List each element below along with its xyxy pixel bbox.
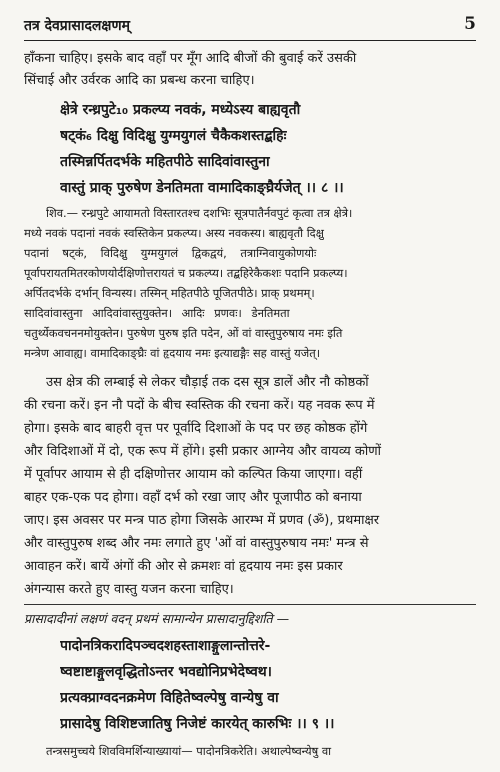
verse8-line: क्षेत्रे रन्ध्रपुटे₁₀ प्रकल्प्य नवकं, मध्येऽस्य बाह्यवृतौ	[60, 102, 301, 118]
commentary-line: तन्त्रसमुच्चये शिवविमर्शिन्याख्यायां— पादोनत्रिकरेति। अथाल्पेष्वन्येषु वा	[46, 744, 332, 758]
para2-line: बाहर एक-एक पद होगा। वहाँ दर्भ को रखा जाए और पूजापीठ को बनाया	[24, 490, 362, 505]
verse9-line: प्रत्यक्प्राग्वदनक्रमेण विहितेष्वल्पेषु वान्येषु वा	[60, 690, 279, 706]
commentary-line: पूर्वापरायतमितरकोणयोर्दक्षिणोत्तरायतं च प्रकल्प्य। तद्बहिरेकैकशः पदानि प्रकल्प्य।	[24, 266, 348, 280]
verse9-line: पादोनत्रिकरादिपञ्चदशहस्ताशाङ्गुलान्तोत्तरे-	[60, 638, 271, 654]
verse8-line: तस्मिन्नर्पितदर्भके महितपीठे सादिवांवास्तुना	[60, 154, 270, 170]
para1-line: हाँकना चाहिए। इसके बाद वहाँ पर मूँग आदि बीजों की बुवाई करें उसकी	[24, 51, 357, 66]
para2-line: में पूर्वापर आयाम से ही दक्षिणोत्तर आयाम को कल्पित किया जाएगा। वहीं	[24, 467, 363, 482]
commentary-line: सादिवांवास्तुना आदिवांवास्तुयुक्तेन। आदिः प्रणवः। डेनतिमता	[24, 306, 290, 320]
verse9-line: प्रासादेषु विशिष्टजातिषु निजेष्टं कारयेत् कारुभिः ।। ९ ।।	[60, 716, 335, 732]
intro-line: प्रासादादीनां लक्षणं वदन् प्रथमं सामान्येन प्रासादानुद्दिशति —	[24, 611, 290, 626]
verse8-line: वास्तुं प्राक् पुरुषेण डेनतिमता वामादिकाङ्घ्रैर्यजेत् ।। ८ ।।	[60, 180, 344, 196]
para2-line: की रचना करें। इन नौ पदों के बीच स्वस्तिक की रचना करें। यह नवक रूप में	[24, 398, 375, 413]
commentary-line: मध्ये नवकं पदानां नवकं स्वस्तिकेन प्रकल्प्य। अस्य नवकस्य। बाह्यवृतौ दिक्षु	[24, 226, 324, 240]
page-number: 5	[464, 14, 476, 34]
verse8-line: षट्कं₆ दिक्षु विदिक्षु युग्मयुगलं चैकैकशस्तद्बहिः	[60, 128, 287, 144]
commentary-line: पदानां षट्कं, विदिक्षु युग्मयुगलं द्विकद्वयं, तत्राग्निवायुकोणयोः	[24, 246, 317, 260]
commentary-line: शिव.— रन्ध्रपुटे आयामतो विस्तारतश्च दशभिः सूत्रपातैर्नवपुटं कृत्वा तत्र क्षेत्रे।	[46, 206, 353, 220]
para2-line: उस क्षेत्र की लम्बाई से लेकर चौड़ाई तक दस सूत्र डालें और नौ कोष्ठकों	[46, 375, 369, 390]
commentary-line: अर्पितदर्भके दर्भान् विन्यस्य। तस्मिन् महितपीठे पूजितपीठे। प्राक् प्रथमम्।	[24, 286, 315, 300]
para2-line: जाए। इस अवसर पर मन्त्र पाठ होगा जिसके आरम्भ में प्रणव (ॐ), प्रथमाक्षर	[24, 513, 380, 528]
verse9-line: ष्वष्टाष्टाङ्गुलवृद्धितोऽन्तर भवद्योनिप्रभेदेष्वथ।	[60, 664, 272, 680]
para2-line: और विदिशाओं में दो, एक रूप में होंगे। इसी प्रकार आग्नेय और वायव्य कोणों	[24, 444, 381, 459]
section-divider	[24, 604, 476, 605]
para2-line: अंगन्यास करते हुए वास्तु यजन करना चाहिए।	[24, 582, 234, 597]
para1-line: सिंचाई और उर्वरक आदि का प्रबन्ध करना चाहिए।	[24, 73, 255, 88]
para2-line: आवाहन करें। बायें अंगों की ओर से क्रमशः वां हृदयाय नमः इस प्रकार	[24, 559, 343, 574]
commentary-line: मन्त्रेण आवाह्य। वामादिकाङ्घ्रैः वां हृदयाय नमः इत्याद्यङ्गैः सह वास्तुं यजेत्।	[24, 346, 321, 360]
page-header	[24, 10, 476, 41]
running-title: तत्र देवप्रासादलक्षणम्	[24, 18, 130, 34]
para2-line: होगा। इसके बाद बाहरी वृत्त पर पूर्वादि दिशाओं के पद पर छह कोष्ठक होंगे	[24, 421, 368, 436]
para2-line: और वास्तुपुरुष शब्द और नमः लगाते हुए 'ओं वां वास्तुपुरुषाय नमः' मन्त्र से	[24, 536, 369, 551]
commentary-line: चतुर्थ्येकवचननमोयुक्तेन। पुरुषेण पुरुष इति पदेन, ओं वां वास्तुपुरुषाय नमः इति	[24, 326, 343, 340]
